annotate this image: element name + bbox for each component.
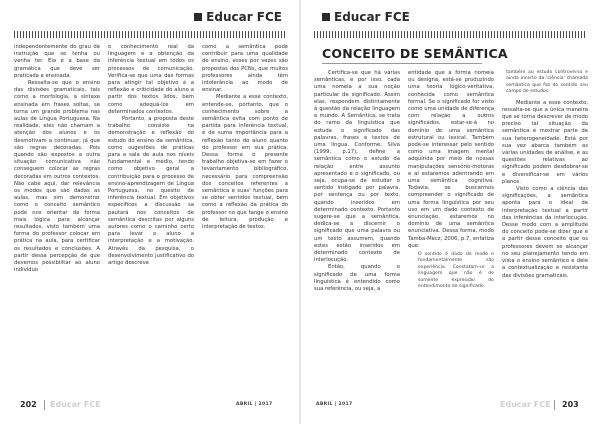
- column-1: [314, 70, 400, 293]
- title-underline: [322, 63, 482, 64]
- block-quote: também ao estudo controverso e ainda incerto da 'ciência' chamada semântica que faz do sentido seu campo de estudos.: [506, 70, 588, 95]
- paragraph: independentemente do grau de instrução que se tenha ou venha ter. Ela é a base da gramática que deve ser praticada e ensinada.: [14, 44, 100, 79]
- header-ruler: [314, 31, 586, 38]
- page-footer: [300, 400, 600, 412]
- page-header: [0, 10, 300, 26]
- footer-brand: Educar FCE: [50, 400, 101, 409]
- square-icon: [194, 13, 202, 21]
- text-columns: [314, 70, 588, 293]
- paragraph: Então, quando o significado de uma forma linguística é entendido como sua referência, ou seja, a: [314, 264, 400, 293]
- column-2: [408, 70, 494, 293]
- issue-date: ABRIL | 2017: [236, 402, 273, 407]
- paragraph: Mediante a esse contexto, entende-se, portanto, que o conhecimento sobre a semântica evita com ponto de partida para inferência textual, é de suma importância para a reflexão tanto do aluno quanto do professor em sua prática. Dessa forma o presente trabalho objetiva-se em fazer o levantamento bibliográfico, necessário para compreensão dos conceitos referentes a semântica e suas' funções para se obter sentidos textual, bem como a reflexão da prática do professor no que tange o ensino de leitura, produção e interpretação de textos.: [202, 94, 288, 231]
- page-number: 202: [20, 400, 37, 409]
- text-columns: [14, 44, 288, 275]
- header-brand: Educar FCE: [194, 10, 282, 24]
- right-page: [300, 0, 600, 424]
- column-3: [502, 70, 588, 293]
- paragraph: Mediante a esse contexto, ressalta-se que a única maneira que se torna descrever de modo preciso tal situação da semântica é mostrar parte de sua heterogeneidade. Está por sua vez abarca também as várias unidades de análise, e as questões relativas ao significado podem desdobrar-se e diversificar-se em vários planos.: [502, 99, 588, 185]
- paragraph: o conhecimento real da linguagem e a obtenção da inferência textual em todos os processos de comunicação. Verifica-se que uma das formas para atingir tal objetivo é a reflexão e criticidade do aluno a partir dos textos lidos, bem como adequá-los em determinados contextos.: [108, 44, 194, 115]
- issue-date: ABRIL | 2017: [316, 402, 353, 407]
- paragraph: Portanto, a proposta deste trabalho consiste na demonstração e reflexão do estudo do ensino da semântica, como sugestões de práticas para a sala de aula nos níveis fundamental e médio, tendo como objetivo geral a contribuição para o processo de ensino-aprendizagem de Língua Portuguesa, no quesito de inferência textual. Em objetivos específicos a discussão sa pautará nos conceitos de semântica descritas por alguns autores como o caminho certo para levar o aluno a interpretação e a motivação. Através da pesquisa, o desenvolvimento justificativo do artigo descreve: [108, 116, 194, 267]
- paragraph: Ressalta-se que o ensino das divisões gramaticais, tais como a morfologia, a sintaxe ensinada em frases soltas, se torna um grande problema nas aulas de Língua Portuguesa. Na realidade, eles não chamam a atenção dos alunos e os desmotivam a continuar, já que são regras decoradas. Pois quando são expostos a outra situação comunicativa não conseguem colocar as regras decoradas em outros contextos. Não cabe aqui, dar relevância os modos que são dadas as aulas, mas sim demonstrar como o conceito semântico pode nos orientar de forma mais lógica para alcançar resultados, visto também uma forma do professor colocar em prática na aula, para certificar os resultados e conclusões. A partir dessa percepção de que devemos possibilitar ao aluno individuo: [14, 80, 100, 274]
- page-number: 203: [562, 400, 579, 409]
- page-header: [300, 10, 600, 26]
- footer-separator: [44, 400, 45, 410]
- paragraph: como a semântica pode contribuir para uma qualidade de ensino, esses por vezes são propostas dos PCNs, que muitos professores ainda têm intolerância ao modo de ensinar.: [202, 44, 288, 94]
- paragraph: Visto como a ciência das significações, a semântica aponta para o ideal de interpretação textual a partir das inferências da interlocução. Desse modo com a amplitude do conceito pode-se dizer que é a partir desse conceito que os professores devem se alcançar no seu planejamento tendo em vista o ensino semântico e dele a contextualização e resistante das divisões gramaticais.: [502, 186, 588, 279]
- block-quote: O sentido é dado de modo e fundamentalmente são experiência. Constatam-se a linguagem que não é de somente expressão do entendimento do significado: [418, 252, 494, 290]
- footer-brand: Educar FCE: [500, 400, 551, 409]
- header-brand: Educar FCE: [322, 10, 410, 24]
- paragraph: Certifica-se que há várias semânticas, e por isso, cada uma nomeia a sua noção particular de significado. Assim elas, respondem distintamente à questão da relação linguagem e mundo. A Semântica, se trata do ramo da linguística que estuda o significado das palavras, frases e textos de uma língua. Conforme, Silva (1999, p.17), define a semântica como o estudo da relação entre assunto apresentado e o significado, ou seja, ocupa-se de estudar o sentido instigado por palavra, por sentença ou por texto, quando inseridos em determinado contexto. Portanto sugere-se que a semântica, dedica-se a discernir o significado que uma palavra ou um texto assumem, quando estes estão inseridos em determinado contexto de interlocução.: [314, 70, 400, 264]
- section-title: CONCEITO DE SEMÂNTICA: [322, 46, 508, 61]
- square-icon: [322, 13, 330, 21]
- page-footer: [0, 400, 300, 412]
- footer-separator: [554, 400, 555, 410]
- column-2: [108, 44, 194, 275]
- paragraph: entidade que a forma nomeia ou designa, está-se produzindo uma teoria lógico-veritativa, conhecida como semântica formal. Se o significado for visto como uma unidade de diferença com relação a outros significados, estar-se-á no domínio de uma semântica estrutural ou lexical. Também pode-se interessar pelo sentido como uma imagem mental adquirida por meio de nossas manipulações sensório-motoras e aí estaremos adentrando em uma semântica cognitiva. Todavia, se buscarmos compreender o significado de uma forma linguística por seu uso em um dado contexto de enunciação, estaremos no domínio de uma semântica enunciativa. Dessa forma, modo Tamba-Mecz, 2006, p.7, enfatiza que:: [408, 70, 494, 249]
- column-1: [14, 44, 100, 275]
- header-ruler: [14, 31, 286, 38]
- column-3: [202, 44, 288, 275]
